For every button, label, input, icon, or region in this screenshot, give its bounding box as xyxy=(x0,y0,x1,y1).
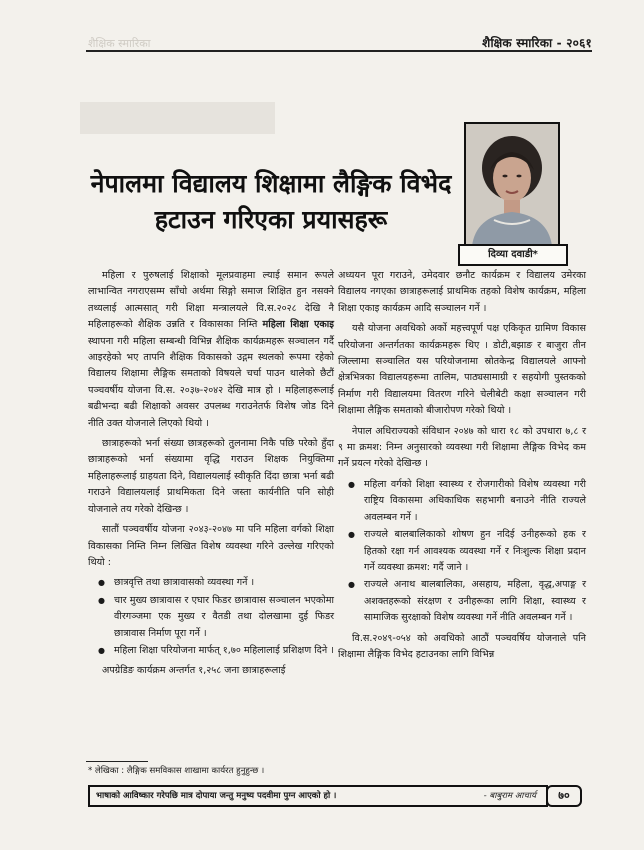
right-paragraph-2: यसै योजना अवधिको अर्को महत्त्वपूर्ण पक्ष एकिकृत ग्रामिण विकास परियोजना अन्तर्गतका कार्यक्रमहरू थिए । डोटी,बझाङ र बाजुरा तीन जिल्लामा सञ्चालित यस परियोजनामा स्रोतकेन्द्र विद्यालयले आफ्नो क्षेत्रभित्रका विद्यालयहरूमा तालिम, पाठ्यसामाग्री र सहयोगी पुस्तकको निर्माण गरी विद्यालयमा वितरण गरिने चेलीबेटी कक्षा सञ्चालन गरी शिक्षामा लैङ्गिक समताको बीजारोपण गरेको थियो । xyxy=(338,323,586,417)
right-column xyxy=(338,268,586,667)
left-paragraph-1-part-a: महिला र पुरुषलाई शिक्षाको मूलप्रवाहमा ल्याई समान रूपले लाभान्वित नगराएसम्म साँचो अर्थमा सिङ्गो समाज शिक्षित हुन नसक्ने तथ्यलाई आत्मसात् गरी शिक्षा मन्त्रालयले वि.स.२०२८ देखि नै महिलाहरूको शैक्षिक उन्नति र विकासका निम्ति xyxy=(88,270,334,331)
article-title xyxy=(86,166,456,238)
page-number: ७० xyxy=(546,785,582,807)
author-footnote: * लेखिका : लैङ्गिक समविकास शाखामा कार्यरत हुनुहुन्छ । xyxy=(88,766,265,776)
faded-banner xyxy=(80,102,275,134)
left-bullet-list xyxy=(88,575,334,659)
emphasis-unit-name: महिला शिक्षा एकाइ xyxy=(262,319,334,331)
right-bullet-list xyxy=(338,477,586,627)
left-paragraph-4: अपग्रेडिङ कार्यक्रम अन्तर्गत १,२५८ जना छात्राहरूलाई xyxy=(102,665,286,677)
list-item: ● राज्यले अनाथ बालबालिका, असहाय, महिला, वृद्ध,अपाङ्ग र अशक्तहरूको संरक्षण र उनीहरूका लागि शिक्षा, स्वास्थ्य र सामाजिक सुरक्षाको विशेष व्यवस्था गर्ने नीति अवलम्बन गर्ने । xyxy=(352,577,586,626)
left-paragraph-3: सातौं पञ्चवर्षीय योजना २०४३-२०४७ मा पनि महिला वर्गको शिक्षा विकासका निम्ति निम्न लिखित विशेष व्यवस्था गरिने उल्लेख गरिएको थियो : xyxy=(88,524,334,568)
right-paragraph-3: नेपाल अधिराज्यको संविधान २०४७ को धारा १८ को उपधारा ७,८ र ९ मा क्रमश: निम्न अनुसारको व्यवस्था गरी शिक्षामा लैङ्गिक विभेद कम गर्ने प्रयत्न गरेको देखिन्छ । xyxy=(338,425,586,470)
left-paragraph-2: छात्राहरूको भर्ना संख्या छात्रहरूको तुलनामा निकै पछि परेको हुँदा छात्राहरूको भर्ना संख्यामा वृद्धि गराउन शिक्षक नियुक्तिमा महिलाहरूलाई ग्राहयता दिने, विद्यालयलाई स्वीकृति दिंदा छात्रा भर्ना बढी गराउने विद्यालयलाई प्राथमिकता दिने जस्ता कार्यनीति पनि सोही योजनाले तय गरेको देखिन्छ । xyxy=(88,438,334,515)
list-item: ● महिला वर्गको शिक्षा स्वास्थ्य र रोजगारीको विशेष व्यवस्था गरी राष्ट्रिय विकासमा अधिकाधिक सहभागी बनाउने नीति राज्यले अवलम्बन गर्ने । xyxy=(352,477,586,526)
left-paragraph-1-part-b: स्थापना गरी महिला सम्बन्धी विभिन्न शैक्षिक कार्यक्रमहरू सञ्चालन गर्दै आइरहेको भए तापनि शैक्षिक विकासको उद्गम स्थलको रूपमा रहेको विद्यालय शिक्षामा लैङ्गिक समताको विषयले चर्चा पाउन थालेको छैटौं पञ्चवर्षीय योजना वि.स. २०३७-२०४२ देखि मात्र हो । महिलाहरूलाई बढीभन्दा बढी शिक्षाको अवसर उपलब्ध गराउनेतर्फ विशेष जोड दिने नीति उक्त योजनाले लिएको थियो । xyxy=(88,335,334,429)
header-divider xyxy=(86,50,592,52)
author-portrait-illustration xyxy=(466,124,558,246)
author-photo xyxy=(464,122,560,248)
article-title-line-2: हटाउन गरिएका प्रयासहरू xyxy=(154,205,388,234)
article-title-line-1: नेपालमा विद्यालय शिक्षामा लैङ्गिक विभेद xyxy=(90,169,452,198)
page-header-title: शैक्षिक स्मारिका - २०६१ xyxy=(482,36,592,50)
footnote-divider xyxy=(86,761,148,762)
list-item: ● महिला शिक्षा परियोजना मार्फत् १,७० महिलालाई प्रशिक्षण दिने । xyxy=(102,643,334,659)
list-item: ● राज्यले बालबालिकाको शोषण हुन नदिई उनीहरूको हक र हितको रक्षा गर्न आवश्यक व्यवस्था गर्ने र निःशुल्क शिक्षा प्रदान गर्ने व्यवस्था क्रमश: गर्दै जाने । xyxy=(352,527,586,576)
right-paragraph-1: अध्ययन पूरा गराउने, उमेदवार छनौट कार्यक्रम र विद्यालय उमेरका विद्यालय नगएका छात्राहरूलाई प्राथमिक तहको विशेष कार्यक्रम, महिला शिक्षा एकाइ कार्यक्रम आदि सञ्चालन गर्ने । xyxy=(338,270,586,314)
faded-header-text: शैक्षिक स्मारिका xyxy=(88,37,151,50)
list-item: ● चार मुख्य छात्रावास र एघार फिडर छात्रावास सञ्चालन भएकोमा वीरगञ्जमा एक मुख्य र वैतडी तथा दोलखामा दुई फिडर छात्रावास निर्माण पूरा गर्ने । xyxy=(102,593,334,642)
right-paragraph-4: वि.स.२०४९-०५४ को अवधिको आठौं पञ्चवर्षिय योजनाले पनि शिक्षामा लैङ्गिक विभेद हटाउनका लागि विभिन्न xyxy=(338,632,586,660)
footer-quote-box xyxy=(88,785,548,807)
author-name-caption: दिव्या दवाडी* xyxy=(458,244,568,266)
list-item: ● छात्रवृत्ति तथा छात्रावासको व्यवस्था गर्ने । xyxy=(102,575,334,591)
left-paragraph-1 xyxy=(88,268,334,432)
footer-quote-author: - बाबुराम आचार्य xyxy=(483,791,536,801)
footer-quote: भाषाको आविष्कार गरेपछि मात्र दोपाया जन्तु मनुष्य पदवीमा पुग्न आएको हो । xyxy=(96,791,337,801)
left-column xyxy=(88,268,334,684)
